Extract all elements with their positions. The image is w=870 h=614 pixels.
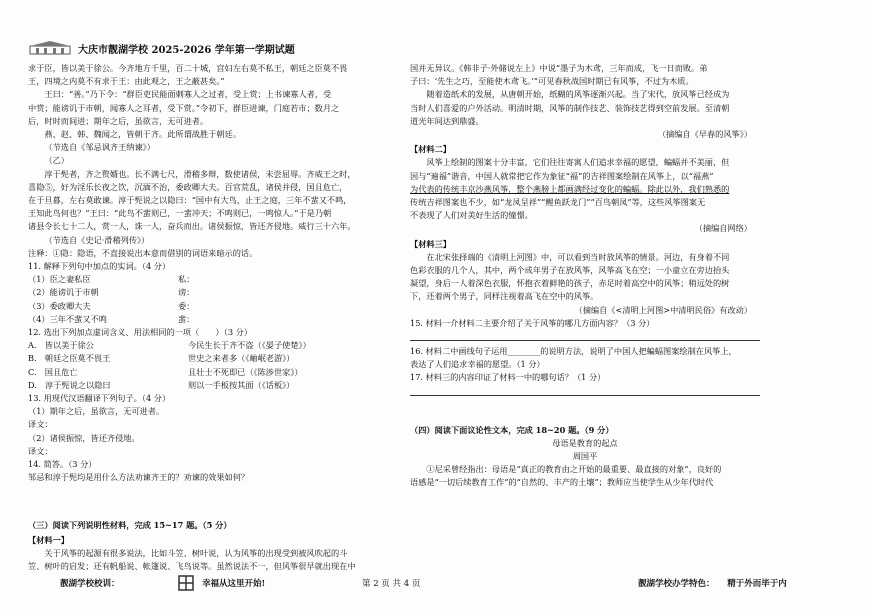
answer-space [28, 485, 390, 511]
left-column [28, 62, 390, 573]
question-item: 邹忌和淳于髡均是用什么方法劝谏齐王的？劝谏的效果如何？ [28, 472, 250, 483]
question-item: （1）期年之后，虽欲言，无可进者。 [28, 406, 165, 417]
choice-option [28, 379, 390, 392]
text-line: 传统吉祥图案也不少，如“龙凤呈祥”“鲤鱼跃龙门”“百鸟朝凤”等，这些风筝图案无 [410, 197, 706, 208]
text-line: 色彩衣服的几个人，其中，两个成年男子在放风筝，风筝高飞在空；一小童立在旁边抬头 [410, 265, 730, 276]
essay-author: 周国平 [572, 451, 598, 462]
choice-option [28, 366, 390, 379]
school-logo-icon [28, 40, 72, 56]
option-left: A. 皆以美于徐公 [28, 340, 94, 351]
text-line: 子曰：‘先生之巧，至能使木鸢飞。’”可见春秋战国时期已有风筝，不过为木质。 [410, 76, 694, 87]
question-16-cont: 表达了人们追求幸福的愿望。（1 分） [410, 359, 545, 370]
source-citation: （节选自《史记·滑稽列传》） [44, 234, 150, 245]
answer-label: 委： [178, 300, 195, 311]
text-line: 笠、树叶的启发；还有帆船说、帐篷说、飞鸟说等。虽然说法不一，但风筝很早就出现在中 [28, 561, 356, 572]
question-item [28, 300, 390, 313]
footer-motto-label: 靓湖学校校训： [60, 579, 120, 589]
school-emblem-icon [176, 574, 196, 592]
right-column [410, 62, 760, 490]
text-line: 国并无异议。《韩非子·外储说左上》中说“墨子为木鸢，三年而成，飞一日而败。弟 [410, 63, 708, 73]
answer-label: 谤： [178, 287, 195, 298]
question-prompt: （2）能谤讥于市朝 [28, 287, 99, 298]
question-11: 11. 解释下列句中加点的实词。（4 分） [28, 261, 171, 272]
question-14: 14. 简答。（3 分） [28, 459, 97, 470]
page-header [28, 38, 295, 58]
option-left: B. 朝廷之臣莫不畏王 [28, 353, 111, 364]
text-line: 王，四境之内莫不有求于王：由此观之，王之蔽甚矣。” [28, 76, 225, 87]
text-line: 道光年间达到鼎盛。 [410, 115, 484, 126]
text-line: 关于风筝的起源有很多说法，比如斗笠、树叶说，认为风筝的出现受到被风吹起的斗 [44, 547, 348, 558]
material-label: 【材料一】 [28, 534, 69, 545]
question-13: 13. 用现代汉语翻译下列句子。（4 分） [28, 393, 171, 404]
passage-label: （乙） [44, 155, 69, 166]
text-line: 不表现了人们对美好生活的憧憬。 [410, 210, 533, 221]
text-line: 下，还着两个男子，同样注视着高飞在空中的风筝。 [410, 291, 599, 302]
text-line: 燕、赵、韩、魏闻之，皆朝于齐。此所谓战胜于朝廷。 [44, 129, 241, 140]
text-line: 当时人们喜爱的户外活动。明清时期，风筝的制作技艺、装饰技艺得到空前发展。至清朝 [410, 102, 730, 113]
question-16: 16. 材料二中画线句子运用________的说明方法，说明了中国人把蝙蝠图案绘制在风筝上， [410, 346, 737, 357]
page-number: 第 2 页 共 4 页 [362, 579, 421, 589]
material-label: 【材料二】 [410, 144, 451, 155]
essay-title: 母语是教育的起点 [552, 437, 618, 448]
question-12: 12. 选出下列加点虚词含义、用法相同的一项（ ）（3 分） [28, 327, 253, 338]
text-line: 中赏；能谤讥于市朝，闻寡人之耳者，受下赏。”令初下，群臣进谏，门庭若市；数月之 [28, 102, 340, 113]
option-right: 且壮士不死即已（《陈涉世家》） [188, 366, 303, 377]
footer-feature: 靓湖学校办学特色： 精于外而毕于内 [638, 579, 787, 589]
option-right: 世史之来者多（《岫岷老游》） [188, 353, 295, 364]
text-line: 凝望，身后一人着深色衣服，怀抱衣着鲜艳的孩子，赤足时着高空中的风筝；稍远处的树 [410, 278, 730, 289]
footnote: 注释：①隐：隐语，不直接说出本意而借别的词语来暗示的话。 [28, 247, 258, 258]
answer-line [410, 385, 760, 396]
source-citation: （节选自《邹忌讽齐王纳谏》） [44, 142, 155, 153]
text-line: 淳于髡者，齐之赘婿也。长不满七尺，滑稽多辩，数使诸侯，未尝屈辱。齐威王之时， [44, 168, 356, 179]
question-item: （2）诸侯振惊，皆还齐侵地。 [28, 432, 140, 443]
question-15: 15. 材料一介材料二主要介绍了关于风筝的哪几方面内容？（3 分） [410, 317, 655, 328]
text-line: 诸县令长七十二人，赏一人，诛一人，奋兵而出。诸侯振惊，皆还齐侵地。威行三十六年。 [28, 221, 356, 232]
question-item [28, 286, 390, 299]
text-line: 在北宋张择端的《清明上河图》中，可以看到当时放风筝的情景。河边，有身着不同 [426, 251, 730, 262]
text-line: 王曰：“善。”乃下令：“群臣吏民能面刺寡人之过者，受上赏；上书谏寡人者，受 [44, 89, 332, 100]
option-right: 则以一手板按其面（《话板》） [188, 379, 295, 390]
underlined-line: 为代表的传统丰京沙燕风筝，整个燕膀上都画满经过变化的蝙蝠。除此以外，我们熟悉的 [410, 183, 730, 194]
answer-space [410, 400, 760, 416]
section-heading: （三）阅读下列说明性材料，完成 15~17 题。（5 分） [28, 519, 232, 530]
text-line: 随着造纸术的发展，从唐朝开始，纸糊的风筝逐渐兴起。当了宋代，放风筝已经成为 [426, 89, 730, 100]
exam-title: 大庆市靓湖学校 2025-2026 学年第一学期试题 [78, 44, 295, 56]
text-line: 喜隐⑤，好为淫乐长夜之饮，沉湎不治，委政卿大夫。百官荒乱，诸侯并侵，国且危亡， [28, 181, 348, 192]
material-label: 【材料三】 [410, 238, 451, 249]
question-item [28, 273, 390, 286]
text-line: 语感是“一切后续教育工作”的“自然的、丰产的土壤”；教师应当使学生从少年代时代 [410, 477, 714, 488]
option-left: C. 国且危亡 [28, 366, 78, 377]
text-line: 风筝上绘制的图案十分丰富，它们往往寄寓人们追求幸福的愿望，蝙蝠并不美丽，但 [426, 157, 730, 168]
text-line: 求于臣，皆以美于徐公。今齐地方千里，百二十城，宫妇左右莫不私王，朝廷之臣莫不畏 [28, 63, 348, 73]
text-line: 因与“遍福”谐音，中国人就常把它作为象征“福”的吉祥图案绘制在风筝上，以“福燕” [410, 170, 714, 181]
source-citation: （摘编自网络） [694, 223, 752, 234]
question-17: 17. 材料三的内容印证了材料一中的哪句话？（1 分） [410, 372, 606, 383]
answer-line [410, 330, 760, 341]
text-line: 在于旦暮，左右莫敢谏。淳于髡说之以隐曰：“国中有大鸟，止王之庭，三年不蜚又不鸣， [28, 195, 352, 206]
choice-option [28, 339, 390, 352]
question-prompt: （4）三年不蜚又不鸣 [28, 313, 107, 324]
answer-label: 译文： [28, 445, 53, 456]
text-line: 后，时时而间进；期年之后，虽欲言，无可进者。 [28, 115, 209, 126]
source-citation: （摘编自《<清明上河图>中清明民俗》有改动） [574, 304, 752, 315]
footer-motto: 幸福从这里开始! [202, 579, 266, 589]
answer-label: 私： [178, 274, 195, 285]
option-left: D. 淳于髡说之以隐曰 [28, 379, 111, 390]
answer-label: 译文： [28, 419, 53, 430]
choice-option [28, 352, 390, 365]
section-heading: （四）阅读下面议论性文本，完成 18~20 题。（9 分） [410, 424, 614, 435]
question-item [28, 313, 390, 326]
question-prompt: （3）委政卿大夫 [28, 300, 91, 311]
answer-label: 蜚： [178, 313, 195, 324]
question-prompt: （1）臣之妻私臣 [28, 274, 91, 285]
option-right: 今民生长于齐不盗（《晏子使楚》） [188, 340, 311, 351]
source-citation: （摘编自《早春的风筝》） [657, 129, 752, 140]
text-line: ①尼采曾经指出：母语是“真正的教育由之开始的最重要、最直接的对象”，良好的 [426, 464, 722, 475]
text-line: 王知此鸟何也？”王曰：“此鸟不蜚则已，一蜚冲天；不鸣则已，一鸣惊人。”于是乃朝 [28, 208, 332, 219]
